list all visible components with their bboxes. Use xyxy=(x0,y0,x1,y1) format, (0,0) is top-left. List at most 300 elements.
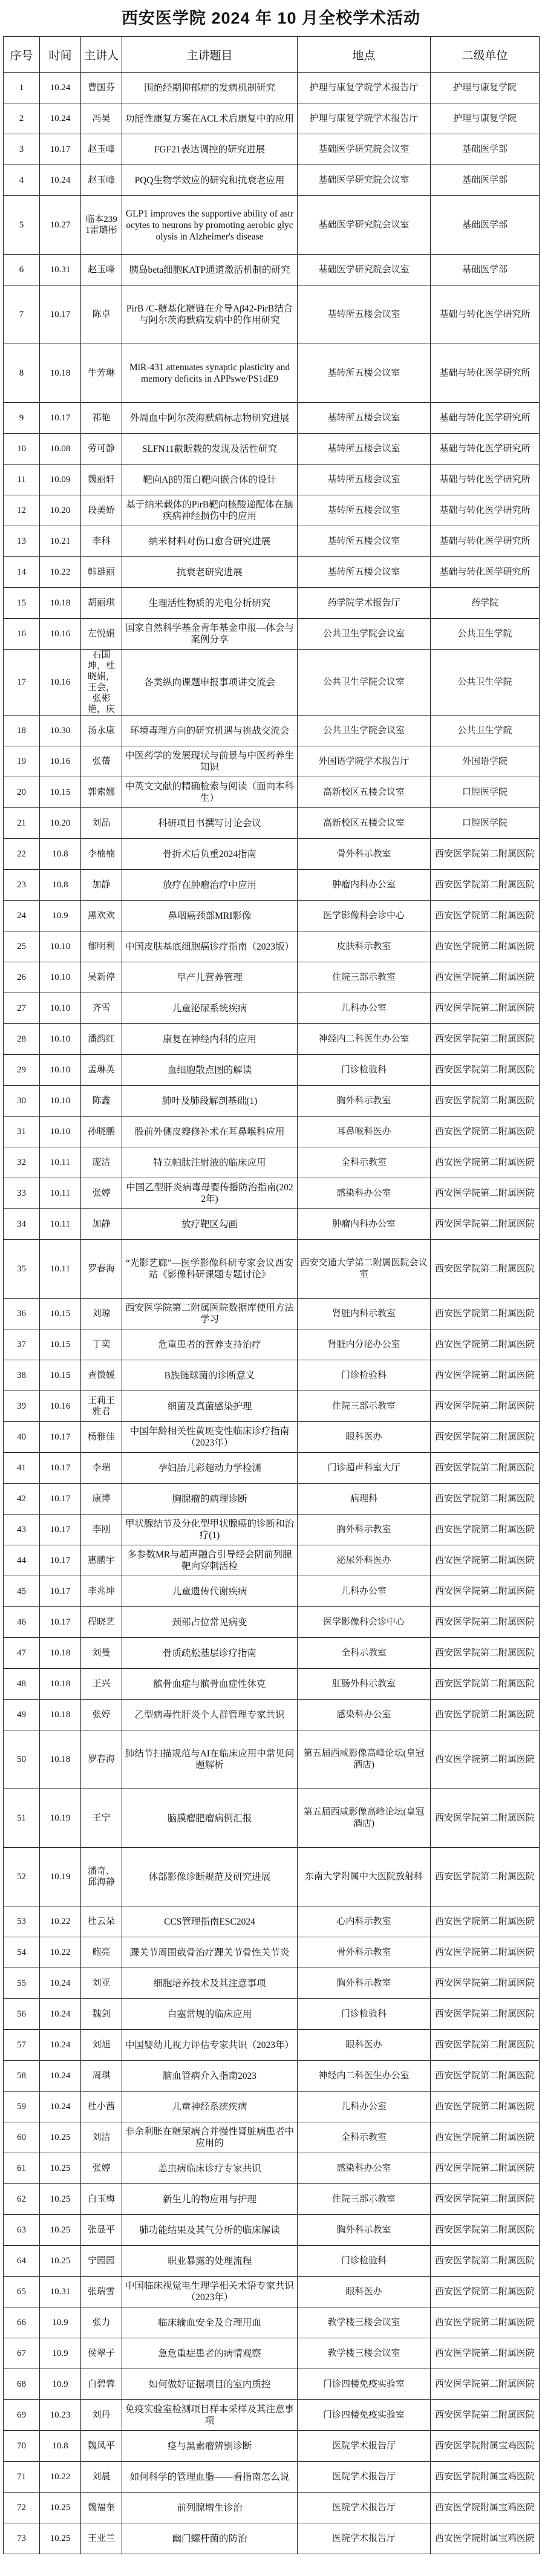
row-location: 胸外科示教室 xyxy=(298,1515,431,1545)
row-index: 30 xyxy=(4,1086,40,1117)
row-date: 10.25 xyxy=(40,2215,81,2246)
table-row xyxy=(4,434,540,465)
row-topic: 中国临床视觉电生理学相关术语专家共识（2023年） xyxy=(122,2277,298,2307)
table-row xyxy=(4,2307,540,2338)
row-topic: 各类纵向课题申报事项讲交流会 xyxy=(122,650,298,716)
table-row xyxy=(4,1422,540,1453)
row-speaker: 丁奕 xyxy=(81,1329,122,1360)
table-row xyxy=(4,962,540,993)
table-row xyxy=(4,1178,540,1209)
row-unit: 西安医学院第二附属医院 xyxy=(431,962,540,993)
table-row xyxy=(4,1669,540,1700)
row-speaker: 魏丽轩 xyxy=(81,465,122,495)
row-index: 41 xyxy=(4,1453,40,1484)
table-row xyxy=(4,255,540,285)
row-index: 55 xyxy=(4,1968,40,1999)
row-index: 53 xyxy=(4,1906,40,1937)
row-topic: 围绝经期抑郁症的发病机制研究 xyxy=(122,73,298,103)
table-row xyxy=(4,777,540,808)
row-unit: 西安医学院第二附属医院 xyxy=(431,1329,540,1360)
row-topic: 痉与黑素瘤辨别诊断 xyxy=(122,2431,298,2462)
row-date: 10.31 xyxy=(40,255,81,285)
row-speaker: 石国坤，杜晓娟，王会，张彬艳，庆 xyxy=(81,650,122,716)
row-speaker: 潘奇、邱海静 xyxy=(81,1848,122,1906)
row-date: 10.17 xyxy=(40,285,81,344)
row-unit: 西安医学院第二附属医院 xyxy=(431,2338,540,2369)
row-index: 26 xyxy=(4,962,40,993)
row-speaker: 张力 xyxy=(81,2307,122,2338)
row-location: 第五届西咸影像高峰论坛(皇冠酒店) xyxy=(298,1789,431,1848)
row-date: 10.22 xyxy=(40,1906,81,1937)
row-unit: 西安医学院第二附属医院 xyxy=(431,1024,540,1055)
row-date: 10.15 xyxy=(40,1329,81,1360)
row-unit: 西安医学院第二附属医院 xyxy=(431,839,540,870)
row-date: 10.10 xyxy=(40,962,81,993)
table-row xyxy=(4,495,540,526)
table-row xyxy=(4,2400,540,2431)
row-topic: 急危重症患者的病情观察 xyxy=(122,2338,298,2369)
row-location: 胸外科示教室 xyxy=(298,1968,431,1999)
row-unit: 西安医学院第二附属医院 xyxy=(431,901,540,931)
row-unit: 公共卫生学院 xyxy=(431,650,540,716)
row-speaker: 侯翠子 xyxy=(81,2338,122,2369)
row-date: 10.20 xyxy=(40,808,81,839)
row-index: 63 xyxy=(4,2215,40,2246)
row-index: 33 xyxy=(4,1178,40,1209)
row-topic: 血细胞散点图的解读 xyxy=(122,1055,298,1086)
header-location: 地点 xyxy=(298,37,431,73)
table-row xyxy=(4,2277,540,2307)
row-location: 医学影像科会诊中心 xyxy=(298,1607,431,1638)
row-index: 13 xyxy=(4,526,40,557)
row-topic: 非余利胀在糖尿病合并慢性肾脏病患者中应用的 xyxy=(122,2122,298,2153)
row-date: 10.16 xyxy=(40,650,81,716)
row-topic: B族链球菌的诊断意义 xyxy=(122,1360,298,1391)
row-date: 10.18 xyxy=(40,1700,81,1730)
row-index: 12 xyxy=(4,495,40,526)
table-row xyxy=(4,1209,540,1240)
row-date: 10.18 xyxy=(40,344,81,403)
row-location: 肛肠外科示教室 xyxy=(298,1669,431,1700)
row-speaker: 王亚兰 xyxy=(81,2523,122,2554)
row-topic: 鼻咽癌颈部MRI影像 xyxy=(122,901,298,931)
row-speaker: 李刚 xyxy=(81,1515,122,1545)
row-speaker: 段美娇 xyxy=(81,495,122,526)
row-speaker: 冯昊 xyxy=(81,103,122,134)
table-row xyxy=(4,344,540,403)
table-row xyxy=(4,1453,540,1484)
row-date: 10.20 xyxy=(40,495,81,526)
row-speaker: 周琪 xyxy=(81,2061,122,2092)
row-speaker: 韩雄丽 xyxy=(81,557,122,588)
row-unit: 西安医学院第二附属医院 xyxy=(431,1055,540,1086)
row-index: 2 xyxy=(4,103,40,134)
table-body xyxy=(4,73,540,2554)
table-row xyxy=(4,1607,540,1638)
table-row xyxy=(4,1999,540,2030)
row-date: 10.15 xyxy=(40,777,81,808)
row-date: 10.27 xyxy=(40,196,81,255)
table-row xyxy=(4,588,540,619)
row-location: 基础医学研究院会议室 xyxy=(298,165,431,196)
row-speaker: 刘亚 xyxy=(81,1968,122,1999)
row-date: 10.09 xyxy=(40,465,81,495)
row-speaker: 罗春海 xyxy=(81,1240,122,1299)
row-date: 10.9 xyxy=(40,2338,81,2369)
row-unit: 护理与康复学院 xyxy=(431,103,540,134)
row-topic: 国家自然科学基金青年基金申报—体会与案例分享 xyxy=(122,619,298,650)
row-index: 65 xyxy=(4,2277,40,2307)
row-topic: 职业暴露的处理流程 xyxy=(122,2246,298,2277)
row-unit: 西安医学院第二附属医院 xyxy=(431,2277,540,2307)
table-row xyxy=(4,1024,540,1055)
row-unit: 基础医学部 xyxy=(431,196,540,255)
table-row xyxy=(4,2184,540,2215)
row-location: 教学楼三楼会议室 xyxy=(298,2307,431,2338)
row-date: 10.11 xyxy=(40,1209,81,1240)
row-date: 10.10 xyxy=(40,1117,81,1147)
row-speaker: 潘韵红 xyxy=(81,1024,122,1055)
row-index: 59 xyxy=(4,2092,40,2122)
row-speaker: 康博 xyxy=(81,1484,122,1515)
row-index: 24 xyxy=(4,901,40,931)
row-speaker: 孟琳英 xyxy=(81,1055,122,1086)
row-speaker: 劳可静 xyxy=(81,434,122,465)
row-topic: 脑膜瘤肥瘤病例汇报 xyxy=(122,1789,298,1848)
row-location: 门诊四楼免疫实验室 xyxy=(298,2400,431,2431)
row-topic: 纳米材料对伤口愈合研究进展 xyxy=(122,526,298,557)
table-row xyxy=(4,931,540,962)
table-row xyxy=(4,2030,540,2061)
row-date: 10.10 xyxy=(40,1055,81,1086)
row-index: 71 xyxy=(4,2462,40,2493)
table-row xyxy=(4,1240,540,1299)
row-index: 58 xyxy=(4,2061,40,2092)
table-row xyxy=(4,557,540,588)
row-location: 第五届西咸影像高峰论坛(皇冠酒店) xyxy=(298,1730,431,1789)
row-unit: 西安医学院第二附属医院 xyxy=(431,1700,540,1730)
row-location: 基转所五楼会议室 xyxy=(298,526,431,557)
row-speaker: 祁艳 xyxy=(81,403,122,434)
row-speaker: 李楠楠 xyxy=(81,839,122,870)
row-location: 眼科医办 xyxy=(298,1422,431,1453)
row-date: 10.18 xyxy=(40,1669,81,1700)
row-date: 10.31 xyxy=(40,2277,81,2307)
row-location: 感染科办公室 xyxy=(298,1178,431,1209)
row-date: 10.08 xyxy=(40,434,81,465)
row-unit: 外国语学院 xyxy=(431,746,540,777)
row-unit: 西安医学院第二附属医院 xyxy=(431,1937,540,1968)
row-speaker: 赵玉峰 xyxy=(81,165,122,196)
row-speaker: 刘丹 xyxy=(81,2400,122,2431)
row-topic: FGF21表达调控的研究进展 xyxy=(122,134,298,165)
row-date: 10.24 xyxy=(40,2092,81,2122)
table-row xyxy=(4,1360,540,1391)
row-index: 46 xyxy=(4,1607,40,1638)
row-index: 6 xyxy=(4,255,40,285)
row-unit: 西安医学院第二附属医院 xyxy=(431,1117,540,1147)
row-date: 10.9 xyxy=(40,2307,81,2338)
row-date: 10.8 xyxy=(40,2431,81,2462)
row-index: 72 xyxy=(4,2493,40,2523)
row-date: 10.25 xyxy=(40,2122,81,2153)
row-location: 门诊检验科 xyxy=(298,1999,431,2030)
row-location: 儿科办公室 xyxy=(298,1576,431,1607)
row-speaker: 刘曼 xyxy=(81,1638,122,1669)
row-index: 11 xyxy=(4,465,40,495)
row-topic: 中英文文献的精确检索与阅读（面向本科生） xyxy=(122,777,298,808)
row-topic: 康复在神经内科的应用 xyxy=(122,1024,298,1055)
row-location: 基转所五楼会议室 xyxy=(298,344,431,403)
row-date: 10.22 xyxy=(40,557,81,588)
row-unit: 西安医学院第二附属医院 xyxy=(431,1789,540,1848)
table-row xyxy=(4,1638,540,1669)
row-topic: 科研项目书撰写讨论会议 xyxy=(122,808,298,839)
row-unit: 西安医学院第二附属医院 xyxy=(431,2246,540,2277)
row-index: 52 xyxy=(4,1848,40,1906)
row-unit: 西安医学院第二附属医院 xyxy=(431,1453,540,1484)
row-location: 心内科示教室 xyxy=(298,1906,431,1937)
row-unit: 基础与转化医学研究所 xyxy=(431,526,540,557)
table-row xyxy=(4,1937,540,1968)
row-index: 14 xyxy=(4,557,40,588)
row-date: 10.17 xyxy=(40,1484,81,1515)
row-topic: 髌骨血症与髌骨血症性休克 xyxy=(122,1669,298,1700)
row-location: 门诊检验科 xyxy=(298,2246,431,2277)
row-topic: PirB /C-糖基化糖链在介导Aβ42-PirB结合与阿尔茨海默病发病中的作用研究 xyxy=(122,285,298,344)
row-index: 25 xyxy=(4,931,40,962)
row-unit: 西安医学院第二附属医院 xyxy=(431,1607,540,1638)
table-row xyxy=(4,901,540,931)
table-row xyxy=(4,2092,540,2122)
row-location: 基转所五楼会议室 xyxy=(298,557,431,588)
table-row xyxy=(4,1391,540,1422)
row-topic: MiR-431 attenuates synaptic plasticity and memory deficits in APPswe/PS1dE9 xyxy=(122,344,298,403)
row-location: 胸外科示教室 xyxy=(298,2215,431,2246)
row-speaker: 杜云朵 xyxy=(81,1906,122,1937)
row-unit: 西安医学院第二附属医院 xyxy=(431,2153,540,2184)
row-unit: 基础与转化医学研究所 xyxy=(431,465,540,495)
row-index: 43 xyxy=(4,1515,40,1545)
row-index: 1 xyxy=(4,73,40,103)
row-location: 医院学术报告厅 xyxy=(298,2523,431,2554)
row-date: 10.10 xyxy=(40,993,81,1024)
row-topic: 临床输血安全及合理用血 xyxy=(122,2307,298,2338)
row-topic: 白塞常规的临床应用 xyxy=(122,1999,298,2030)
row-topic: “光影艺廊”—医学影像科研专家会议西安站《影像科研课题专题讨论》 xyxy=(122,1240,298,1299)
row-speaker: 胡丽琪 xyxy=(81,588,122,619)
row-topic: 乙型病毒性肝炎个人群管理专家共识 xyxy=(122,1700,298,1730)
row-index: 28 xyxy=(4,1024,40,1055)
table-row xyxy=(4,993,540,1024)
row-speaker: 张婷 xyxy=(81,1700,122,1730)
row-topic: 脑血管病介入指南2023 xyxy=(122,2061,298,2092)
row-date: 10.24 xyxy=(40,103,81,134)
row-index: 18 xyxy=(4,716,40,746)
row-topic: 孕妇胎儿彩超动力学检测 xyxy=(122,1453,298,1484)
table-row xyxy=(4,2122,540,2153)
table-row xyxy=(4,103,540,134)
row-index: 7 xyxy=(4,285,40,344)
row-speaker: 魏剑 xyxy=(81,1999,122,2030)
table-row xyxy=(4,165,540,196)
row-location: 泌尿外科医办 xyxy=(298,1545,431,1576)
row-topic: CCS管理指南ESC2024 xyxy=(122,1906,298,1937)
row-index: 66 xyxy=(4,2307,40,2338)
row-date: 10.17 xyxy=(40,1453,81,1484)
row-date: 10.9 xyxy=(40,901,81,931)
row-index: 62 xyxy=(4,2184,40,2215)
row-speaker: 罗春海 xyxy=(81,1730,122,1789)
row-topic: 早产儿营养管理 xyxy=(122,962,298,993)
row-date: 10.24 xyxy=(40,2030,81,2061)
row-topic: 细胞培养技术及其注意事项 xyxy=(122,1968,298,1999)
row-date: 10.15 xyxy=(40,1360,81,1391)
row-unit: 西安医学院第二附属医院 xyxy=(431,2307,540,2338)
row-topic: 中国婴幼儿视力评估专家共识（2023年） xyxy=(122,2030,298,2061)
row-location: 骨外科示教室 xyxy=(298,1937,431,1968)
row-topic: 中国年龄相关性黄斑变性临床诊疗指南（2023年） xyxy=(122,1422,298,1453)
row-topic: 外周血中阿尔茨海默病标志物研究进展 xyxy=(122,403,298,434)
row-topic: 功能性康复方案在ACL术后康复中的应用 xyxy=(122,103,298,134)
row-speaker: 刘琼 xyxy=(81,1299,122,1329)
row-date: 10.10 xyxy=(40,1024,81,1055)
row-index: 49 xyxy=(4,1700,40,1730)
table-row xyxy=(4,839,540,870)
row-date: 10.9 xyxy=(40,2369,81,2400)
row-location: 护理与康复学院学术报告厅 xyxy=(298,103,431,134)
row-index: 23 xyxy=(4,870,40,901)
row-speaker: 杨雅佳 xyxy=(81,1422,122,1453)
row-location: 医院学术报告厅 xyxy=(298,2431,431,2462)
header-unit: 二级单位 xyxy=(431,37,540,73)
row-date: 10.23 xyxy=(40,2400,81,2431)
row-date: 10.11 xyxy=(40,1178,81,1209)
row-unit: 西安医学院第二附属医院 xyxy=(431,2184,540,2215)
row-index: 22 xyxy=(4,839,40,870)
table-row xyxy=(4,196,540,255)
row-unit: 西安医学院第二附属医院 xyxy=(431,1240,540,1299)
row-index: 45 xyxy=(4,1576,40,1607)
row-date: 10.24 xyxy=(40,1999,81,2030)
row-speaker: 查微媛 xyxy=(81,1360,122,1391)
row-speaker: 李瑞 xyxy=(81,1453,122,1484)
row-date: 10.17 xyxy=(40,1545,81,1576)
row-unit: 西安医学院附属宝鸡医院 xyxy=(431,2493,540,2523)
row-location: 病理科 xyxy=(298,1484,431,1515)
row-unit: 护理与康复学院 xyxy=(431,73,540,103)
row-speaker: 张瑞雪 xyxy=(81,2277,122,2307)
row-topic: 儿童神经系统疾病 xyxy=(122,2092,298,2122)
row-index: 5 xyxy=(4,196,40,255)
table-row xyxy=(4,1789,540,1848)
row-unit: 西安医学院第二附属医院 xyxy=(431,1669,540,1700)
row-index: 54 xyxy=(4,1937,40,1968)
row-unit: 西安医学院第二附属医院 xyxy=(431,1906,540,1937)
row-unit: 西安医学院第二附属医院 xyxy=(431,1515,540,1545)
row-location: 皮肤科示教室 xyxy=(298,931,431,962)
row-location: 门诊四楼免疫实验室 xyxy=(298,2369,431,2400)
row-location: 肿瘤内科办公室 xyxy=(298,1209,431,1240)
table-row xyxy=(4,2246,540,2277)
row-location: 医院学术报告厅 xyxy=(298,2462,431,2493)
row-date: 10.11 xyxy=(40,1147,81,1178)
row-topic: 如何做好证据项目的室内质控 xyxy=(122,2369,298,2400)
row-topic: 前列腺增生诊治 xyxy=(122,2493,298,2523)
row-index: 39 xyxy=(4,1391,40,1422)
row-topic: 靶向Aβ的蛋白靶向嵌合体的设计 xyxy=(122,465,298,495)
row-topic: 生理活性物质的光电分析研究 xyxy=(122,588,298,619)
row-date: 10.22 xyxy=(40,2462,81,2493)
row-speaker: 黑欢欢 xyxy=(81,901,122,931)
row-location: 儿科办公室 xyxy=(298,993,431,1024)
row-topic: 基于纳米载体的PirB靶向核酸递配体在脑疾病神经损伤中的应用 xyxy=(122,495,298,526)
row-location: 教学楼三楼会议室 xyxy=(298,2338,431,2369)
row-speaker: 王宁 xyxy=(81,1789,122,1848)
row-date: 10.24 xyxy=(40,165,81,196)
row-unit: 西安医学院第二附属医院 xyxy=(431,1178,540,1209)
row-location: 基础医学研究院会议室 xyxy=(298,255,431,285)
row-date: 10.8 xyxy=(40,839,81,870)
row-index: 17 xyxy=(4,650,40,716)
row-speaker: 孙晓鹏 xyxy=(81,1117,122,1147)
row-index: 57 xyxy=(4,2030,40,2061)
row-date: 10.30 xyxy=(40,716,81,746)
row-location: 眼科医办 xyxy=(298,2277,431,2307)
table-row xyxy=(4,403,540,434)
row-index: 36 xyxy=(4,1299,40,1329)
row-speaker: 郭索娜 xyxy=(81,777,122,808)
row-location: 肾脏内科示教室 xyxy=(298,1299,431,1329)
row-unit: 基础医学部 xyxy=(431,134,540,165)
row-index: 60 xyxy=(4,2122,40,2153)
row-date: 10.18 xyxy=(40,1638,81,1669)
row-date: 10.24 xyxy=(40,1968,81,1999)
row-location: 感染科办公室 xyxy=(298,2153,431,2184)
page-title: 西安医学院 2024 年 10 月全校学术活动 xyxy=(121,9,421,27)
row-index: 9 xyxy=(4,403,40,434)
row-topic: 环境毒理方向的研究机遇与挑战交流会 xyxy=(122,716,298,746)
row-speaker: 刘晶 xyxy=(81,808,122,839)
row-topic: 儿童泌尿系统疾病 xyxy=(122,993,298,1024)
row-speaker: 加静 xyxy=(81,1209,122,1240)
row-speaker: 魏凤平 xyxy=(81,2431,122,2462)
row-index: 3 xyxy=(4,134,40,165)
row-topic: 放疗靶区勾画 xyxy=(122,1209,298,1240)
row-topic: 细菌及真菌感染护理 xyxy=(122,1391,298,1422)
row-unit: 西安医学院第二附属医院 xyxy=(431,931,540,962)
row-location: 门诊检验科 xyxy=(298,1360,431,1391)
row-topic: 放疗在肿瘤治疗中应用 xyxy=(122,870,298,901)
table-row xyxy=(4,2369,540,2400)
row-topic: 儿童遗传代谢疾病 xyxy=(122,1576,298,1607)
row-unit: 基础与转化医学研究所 xyxy=(431,434,540,465)
row-date: 10.19 xyxy=(40,1848,81,1906)
row-speaker: 齐雪 xyxy=(81,993,122,1024)
row-unit: 西安医学院附属宝鸡医院 xyxy=(431,2431,540,2462)
table-header-row xyxy=(4,37,540,73)
row-location: 感染科办公室 xyxy=(298,1700,431,1730)
row-location: 住院三部示教室 xyxy=(298,962,431,993)
table-row xyxy=(4,619,540,650)
row-unit: 口腔医学院 xyxy=(431,808,540,839)
row-location: 神经内二科医生办公室 xyxy=(298,2061,431,2092)
table-row xyxy=(4,1299,540,1329)
row-location: 全科示教室 xyxy=(298,1638,431,1669)
table-row xyxy=(4,1576,540,1607)
row-location: 基转所五楼会议室 xyxy=(298,285,431,344)
row-date: 10.17 xyxy=(40,1422,81,1453)
